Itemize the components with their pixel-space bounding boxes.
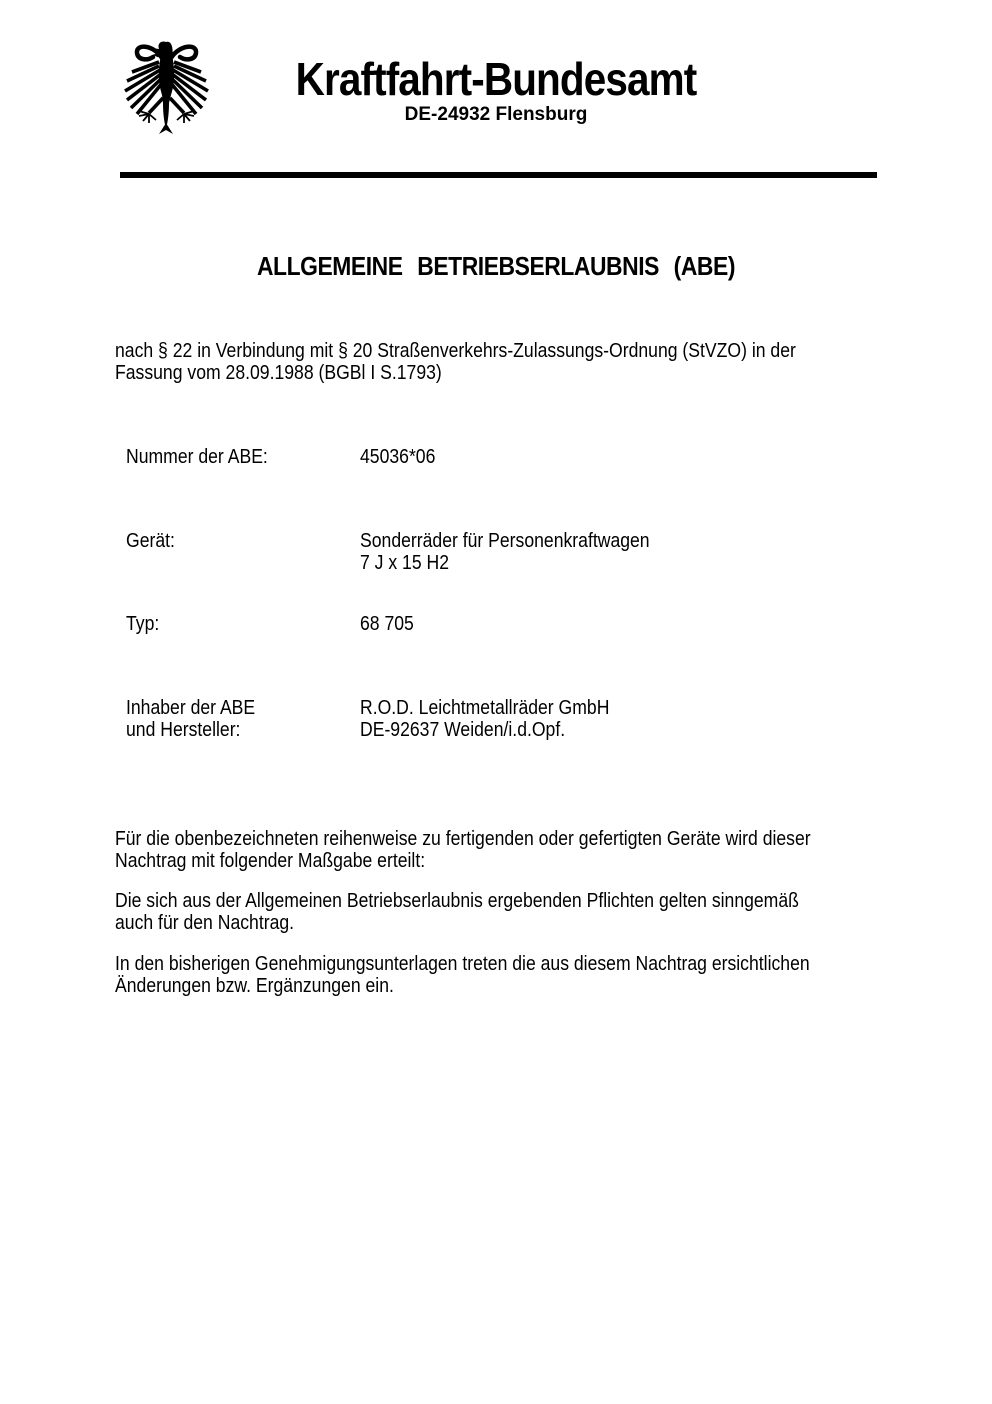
paragraph-line: Die sich aus der Allgemeinen Betriebserlaubnis ergebenden Pflichten gelten sinngemäß <box>115 890 799 912</box>
body-paragraph <box>115 890 892 934</box>
field-value-line: R.O.D. Leichtmetallräder GmbH <box>360 697 610 719</box>
field-label-abe-number <box>126 446 287 468</box>
header-divider <box>120 172 877 178</box>
legal-basis-paragraph <box>115 340 889 384</box>
legal-basis-line: Fassung vom 28.09.1988 (BGBl I S.1793) <box>115 362 442 384</box>
field-label-line: Inhaber der ABE <box>126 697 256 719</box>
paragraph-line: Änderungen bzw. Ergänzungen ein. <box>115 975 394 997</box>
field-label-holder <box>126 697 273 741</box>
legal-basis-line: nach § 22 in Verbindung mit § 20 Straßenverkehrs-Zulassungs-Ordnung (StVZO) in der <box>115 340 796 362</box>
field-label-line: und Hersteller: <box>126 719 241 741</box>
paragraph-line: In den bisherigen Genehmigungsunterlagen treten die aus diesem Nachtrag ersichtlichen <box>115 953 810 975</box>
field-value-line: DE-92637 Weiden/i.d.Opf. <box>360 719 566 741</box>
field-label-type <box>126 613 164 635</box>
paragraph-line: Nachtrag mit folgender Maßgabe erteilt: <box>115 850 426 872</box>
field-value-type <box>360 613 421 635</box>
field-value-line: Sonderräder für Personenkraftwagen <box>360 530 650 552</box>
field-label-line: Nummer der ABE: <box>126 446 268 468</box>
paragraph-line: Für die obenbezeichneten reihenweise zu fertigenden oder gefertigten Geräte wird dieser <box>115 828 811 850</box>
agency-name: Kraftfahrt-Bundesamt <box>295 53 697 105</box>
field-label-device <box>126 530 182 552</box>
document-title: ALLGEMEINE BETRIEBSERLAUBNIS (ABE) <box>256 251 736 281</box>
field-value-line: 7 J x 15 H2 <box>360 552 450 574</box>
body-paragraph <box>115 953 904 997</box>
agency-address: DE-24932 Flensburg <box>404 104 588 125</box>
field-value-holder <box>360 697 643 741</box>
field-value-line: 45036*06 <box>360 446 436 468</box>
field-value-line: 68 705 <box>360 613 414 635</box>
field-label-line: Gerät: <box>126 530 175 552</box>
field-label-line: Typ: <box>126 613 160 635</box>
body-paragraph <box>115 828 906 872</box>
paragraph-line: auch für den Nachtrag. <box>115 912 295 934</box>
field-value-abe-number <box>360 446 446 468</box>
field-value-device <box>360 530 689 574</box>
